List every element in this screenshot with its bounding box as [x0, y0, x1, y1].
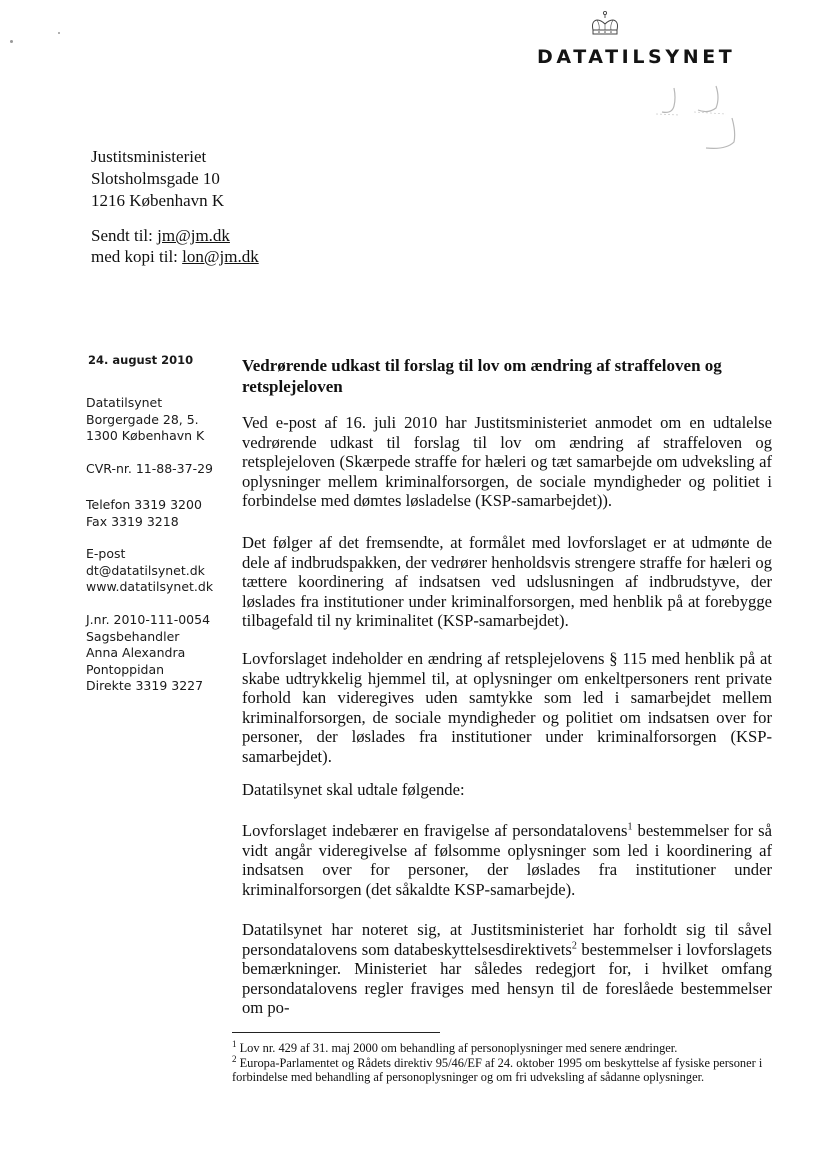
- sent-to-email-link[interactable]: jm@jm.dk: [157, 226, 230, 245]
- recipient-name: Justitsministeriet: [91, 147, 207, 166]
- case-officer-name-2: Pontoppidan: [86, 661, 165, 677]
- case-info: [86, 612, 210, 695]
- cc-label: med kopi til:: [91, 247, 183, 266]
- email-block: [86, 546, 213, 596]
- sender-name: Datatilsynet: [86, 395, 163, 410]
- sender-address: [86, 395, 204, 445]
- paragraph-2: Det følger af det fremsendte, at formålet med lovforslaget er at udmønte de dele af indbrudspakken, der vedrører henholdsvis strengere straffe for hæleri og tættere koordinering af indsatsen ved udslusningen af indbrudstyve, der løslades fra institutioner under kriminalforsorgen, med henblik på at forebygge tilbagefald til ny kriminalitet (KSP-samarbejdet).: [242, 533, 772, 631]
- paragraph-4: Datatilsynet skal udtale følgende:: [242, 780, 465, 799]
- footnotes: [232, 1038, 772, 1085]
- sent-to-block: [91, 225, 451, 267]
- scan-speck: [58, 32, 60, 34]
- footnote-1: $^1$ Lov nr. 429 af 31. maj 2000 om behandling af personoplysninger med senere ændringer.: [232, 1038, 678, 1055]
- recipient-street: Slotsholmsgade 10: [91, 169, 220, 188]
- paragraph-3: Lovforslaget indeholder en ændring af retsplejelovens § 115 med henblik på at skabe udtrykkelig hjemmel til, at oplysninger om enkeltpersoners rent private forhold kan videregives uden samtykke som led i samarbejdet mellem kriminalforsorgen, de sociale myndigheder og politiet om indsatsen over for personer, der løslades fra institutioner under kriminalforsorgen (KSP-samarbejdet).: [242, 649, 772, 766]
- phone-number: Telefon 3319 3200: [86, 497, 202, 512]
- paragraph-6: Datatilsynet har noteret sig, at Justitsministeriet har forholdt sig til såvel persondatalovens som databeskyttelsesdirektivets$^2$ bestemmelser i lovforslagets bemærkninger. Ministeriet har således redegjort for, i hvilket omfang persondatalovens regler fraviges med hensyn til de foreslåede bestemmelser om po-: [242, 920, 772, 1018]
- email-address-link[interactable]: dt@datatilsynet.dk: [86, 562, 205, 578]
- email-label: E-post: [86, 546, 126, 561]
- footnote-divider: [232, 1032, 440, 1033]
- cvr-number: CVR-nr. 11-88-37-29: [86, 461, 213, 476]
- paragraph-5: Lovforslaget indebærer en fravigelse af persondatalovens$^1$ bestemmelser for så vidt angår videregivelse af følsomme oplysninger som led i koordinering af indsatsen over for personer, der løslades fra institutioner under kriminalforsorgen (det såkaldte KSP-samarbejde).: [242, 821, 772, 899]
- sender-city: 1300 København K: [86, 428, 205, 444]
- case-officer-label: Sagsbehandler: [86, 628, 180, 644]
- handwritten-signature: [636, 84, 756, 164]
- fax-number: Fax 3319 3218: [86, 513, 179, 529]
- phone-block: [86, 497, 202, 530]
- journal-number: J.nr. 2010-111-0054: [86, 612, 211, 627]
- crown-icon: [588, 10, 622, 40]
- sent-to-label: Sendt til:: [91, 226, 158, 245]
- footnote-ref-2: 2: [571, 940, 577, 952]
- letter-date: 24. august 2010: [88, 353, 194, 367]
- organization-logo-text: DATATILSYNET: [537, 46, 736, 68]
- cc-email-link[interactable]: lon@jm.dk: [182, 247, 259, 266]
- recipient-address: [91, 146, 451, 212]
- website-link[interactable]: www.datatilsynet.dk: [86, 579, 214, 595]
- footnote-ref-1: 1: [627, 821, 633, 833]
- case-officer-name-1: Anna Alexandra: [86, 645, 186, 661]
- footnote-2: $^2$ Europa-Parlamentet og Rådets direktiv 95/46/EF af 24. oktober 1995 om beskyttelse af fysiske personer i forbindelse med behandling af personoplysninger og om fri udveksling af sådanne oplysninger.: [232, 1053, 763, 1085]
- recipient-city: 1216 København K: [91, 191, 225, 210]
- sender-street: Borgergade 28, 5.: [86, 411, 199, 427]
- scan-speck: [10, 40, 13, 43]
- paragraph-1: Ved e-post af 16. juli 2010 har Justitsministeriet anmodet om en udtalelse vedrørende udkast til forslag til lov om ændring af straffeloven og retsplejeloven (Skærpede straffe for hæleri og tæt samarbejde om udveksling af oplysninger mellem kriminalforsorgen, de sociale myndigheder og politiet i forbindelse med dømtes løsladelse (KSP-samarbejdet)).: [242, 413, 772, 511]
- letter-subject: Vedrørende udkast til forslag til lov om ændring af straffeloven og retsplejeloven: [242, 356, 722, 396]
- direct-phone: Direkte 3319 3227: [86, 678, 204, 694]
